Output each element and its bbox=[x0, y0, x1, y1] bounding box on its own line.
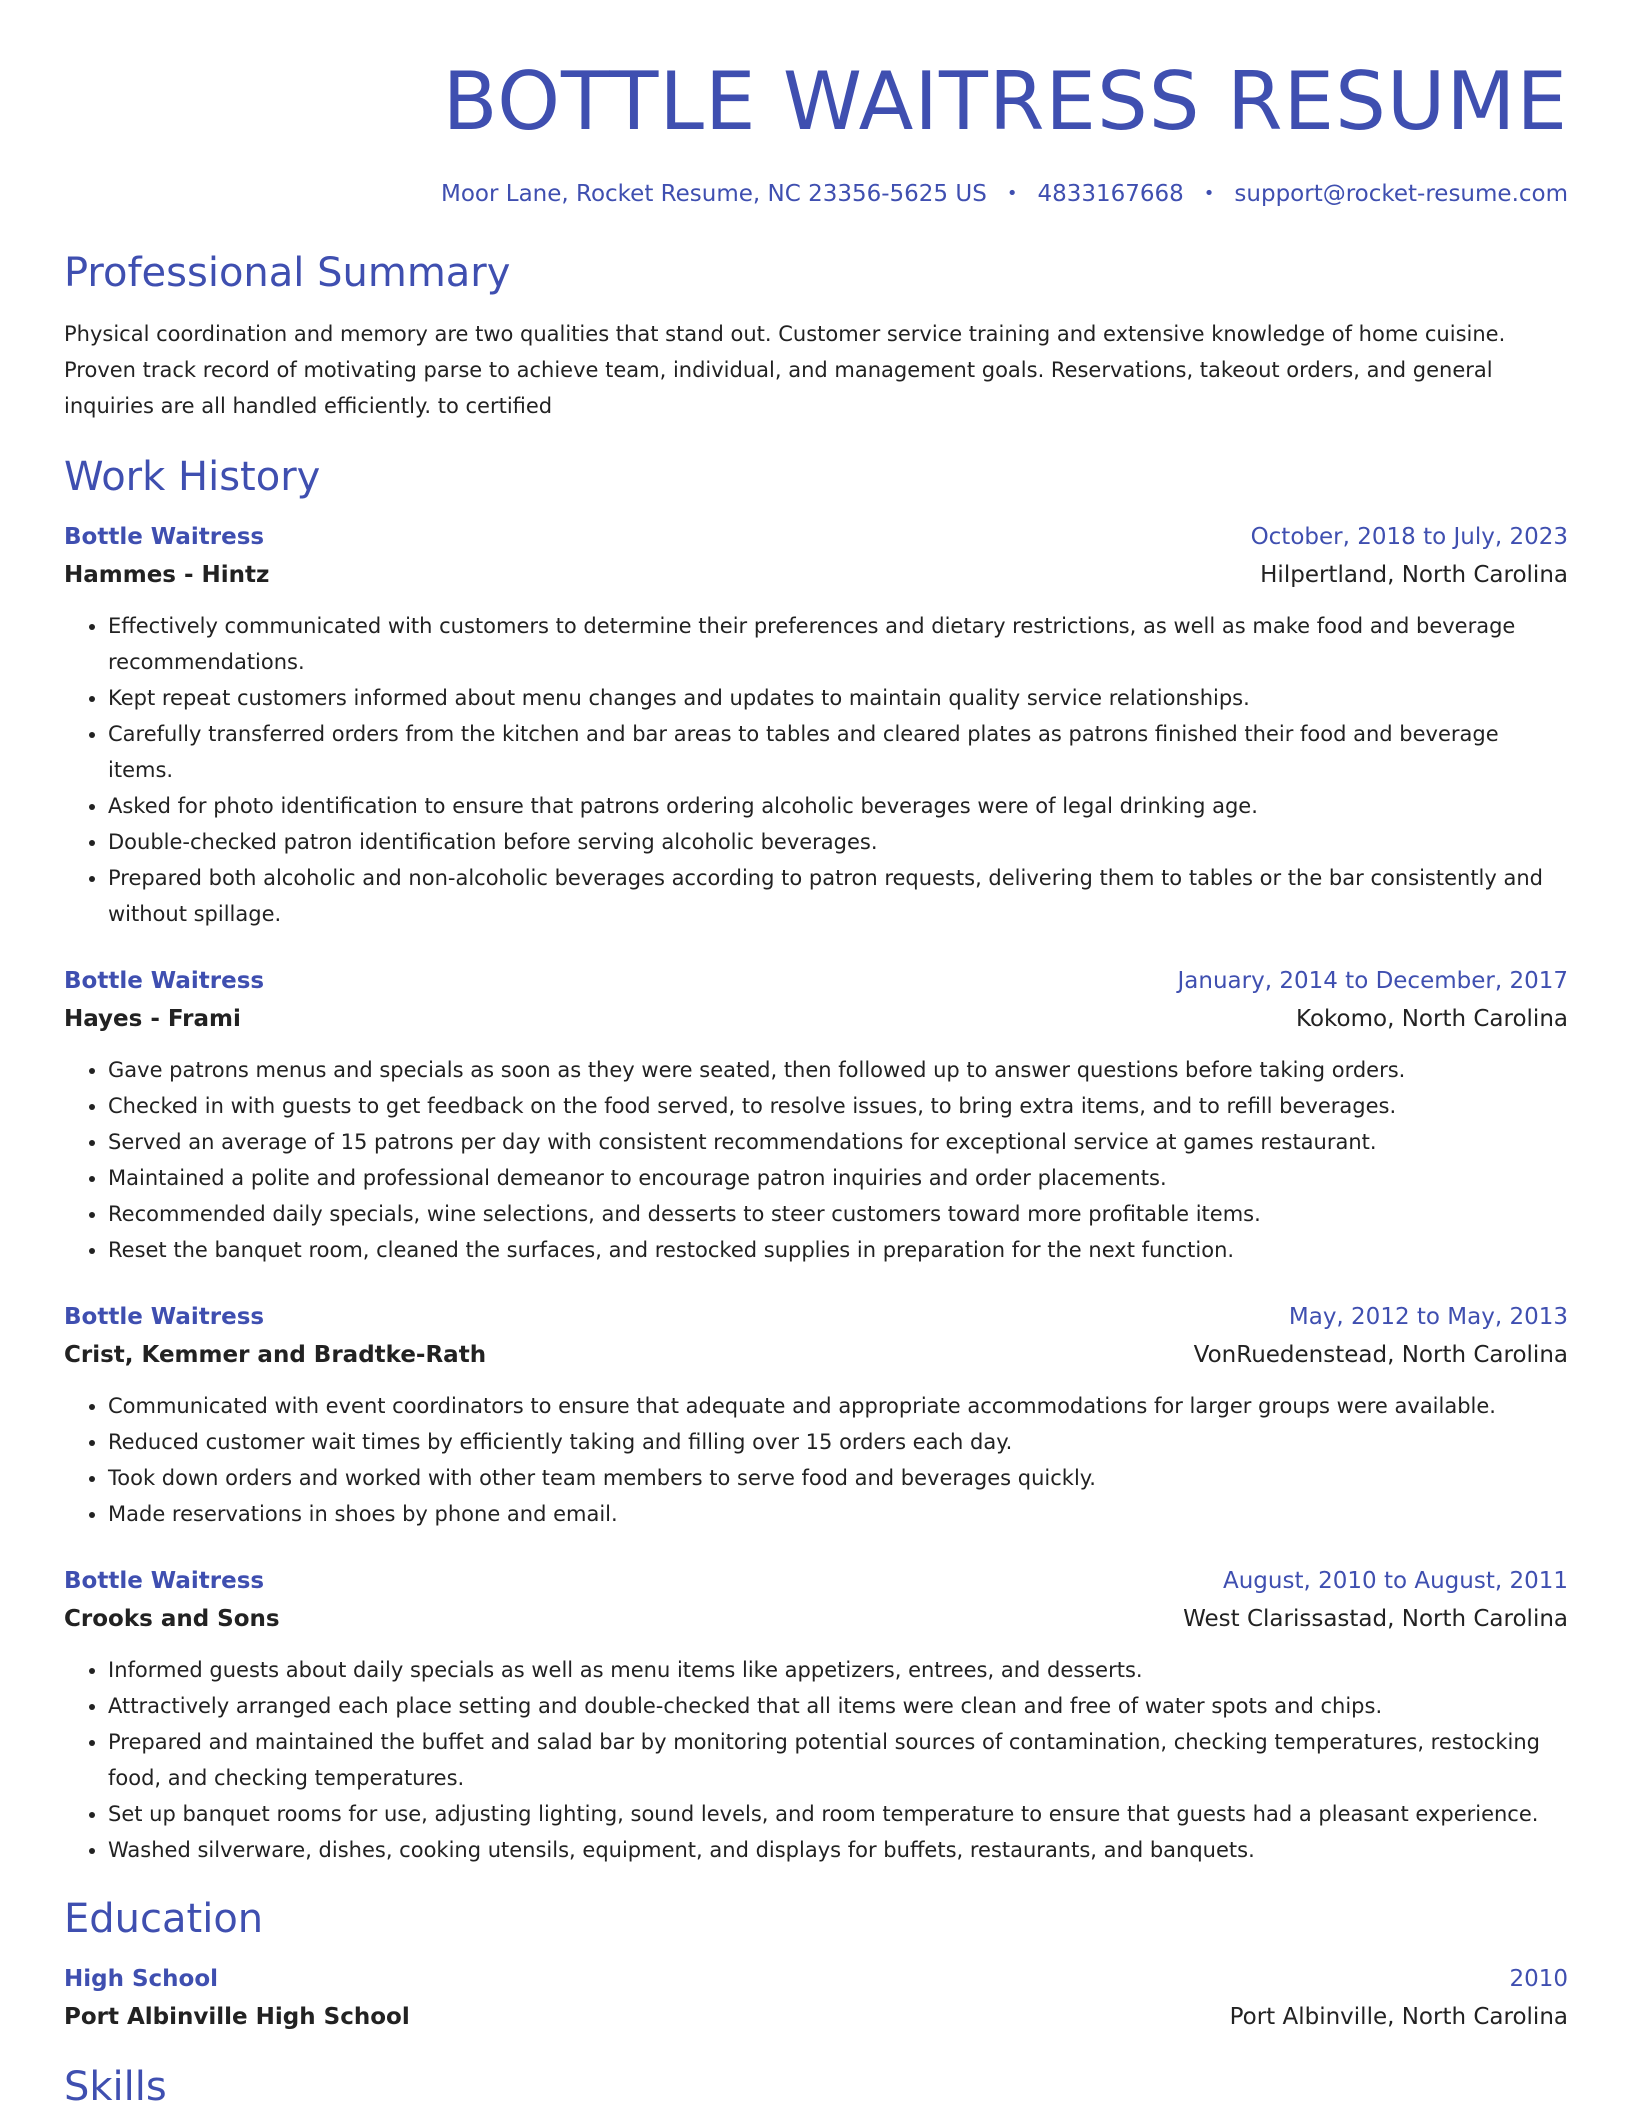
job-location: Kokomo, North Carolina bbox=[1296, 1006, 1568, 1032]
job-dates: August, 2010 to August, 2011 bbox=[1223, 1568, 1568, 1594]
job-bullet: • Reduced customer wait times by efficiently taking and filling over 15 orders each day. bbox=[108, 1424, 1568, 1460]
job-bullet: • Asked for photo identification to ensure that patrons ordering alcoholic beverages were of legal drinking age. bbox=[108, 788, 1568, 824]
job-bullet-list bbox=[64, 608, 1568, 932]
job-dates: January, 2014 to December, 2017 bbox=[1177, 968, 1568, 994]
job-entry bbox=[64, 1562, 1568, 1868]
job-role: Bottle Waitress bbox=[64, 968, 265, 994]
job-bullet: • Took down orders and worked with other team members to serve food and beverages quickly. bbox=[108, 1460, 1568, 1496]
contact-address: Moor Lane, Rocket Resume, NC 23356-5625 US bbox=[441, 181, 987, 207]
job-location: West Clarissastad, North Carolina bbox=[1183, 1606, 1568, 1632]
contact-line bbox=[64, 178, 1568, 210]
job-bullet-list bbox=[64, 1652, 1568, 1868]
job-role: Bottle Waitress bbox=[64, 1568, 265, 1594]
job-entry bbox=[64, 518, 1568, 932]
contact-phone: 4833167668 bbox=[1037, 181, 1184, 207]
bullet-separator-icon: • bbox=[1203, 183, 1215, 204]
job-bullet: • Reset the banquet room, cleaned the surfaces, and restocked supplies in preparation for the next function. bbox=[108, 1232, 1568, 1268]
job-company: Crist, Kemmer and Bradtke-Rath bbox=[64, 1342, 487, 1368]
education-year: 2010 bbox=[1509, 1966, 1568, 1992]
job-entry bbox=[64, 1298, 1568, 1532]
job-company: Crooks and Sons bbox=[64, 1606, 280, 1632]
job-bullet: • Effectively communicated with customers to determine their preferences and dietary restrictions, as well as make food and beverage recommendations. bbox=[108, 608, 1568, 680]
education-heading: Education bbox=[64, 1896, 264, 1942]
education-school: Port Albinville High School bbox=[64, 2004, 410, 2030]
job-bullet: • Washed silverware, dishes, cooking utensils, equipment, and displays for buffets, restaurants, and banquets. bbox=[108, 1832, 1568, 1868]
job-bullet: • Informed guests about daily specials as well as menu items like appetizers, entrees, and desserts. bbox=[108, 1652, 1568, 1688]
job-bullet: • Maintained a polite and professional demeanor to encourage patron inquiries and order placements. bbox=[108, 1160, 1568, 1196]
education-degree: High School bbox=[64, 1966, 219, 1992]
contact-email: support@rocket-resume.com bbox=[1234, 181, 1568, 207]
job-bullet: • Kept repeat customers informed about menu changes and updates to maintain quality service relationships. bbox=[108, 680, 1568, 716]
job-role: Bottle Waitress bbox=[64, 524, 265, 550]
job-bullet: • Gave patrons menus and specials as soon as they were seated, then followed up to answer questions before taking orders. bbox=[108, 1052, 1568, 1088]
education-entry bbox=[64, 1960, 1568, 2036]
summary-heading: Professional Summary bbox=[64, 250, 511, 296]
job-bullet: • Communicated with event coordinators to ensure that adequate and appropriate accommodations for larger groups were available. bbox=[108, 1388, 1568, 1424]
job-company: Hayes - Frami bbox=[64, 1006, 241, 1032]
job-bullet-list bbox=[64, 1388, 1568, 1532]
job-location: VonRuedenstead, North Carolina bbox=[1193, 1342, 1568, 1368]
bullet-separator-icon: • bbox=[1006, 183, 1018, 204]
job-bullet: • Set up banquet rooms for use, adjusting lighting, sound levels, and room temperature to ensure that guests had a pleasant experience. bbox=[108, 1796, 1568, 1832]
resume-title: BOTTLE WAITRESS RESUME bbox=[442, 55, 1568, 148]
education-location: Port Albinville, North Carolina bbox=[1229, 2004, 1568, 2030]
job-bullet-list bbox=[64, 1052, 1568, 1268]
job-entry bbox=[64, 962, 1568, 1268]
job-bullet: • Served an average of 15 patrons per day with consistent recommendations for exceptional service at games restaurant. bbox=[108, 1124, 1568, 1160]
skills-heading: Skills bbox=[64, 2064, 167, 2110]
job-company: Hammes - Hintz bbox=[64, 562, 270, 588]
job-bullet: • Double-checked patron identification before serving alcoholic beverages. bbox=[108, 824, 1568, 860]
job-role: Bottle Waitress bbox=[64, 1304, 265, 1330]
job-bullet: • Carefully transferred orders from the kitchen and bar areas to tables and cleared plates as patrons finished their food and beverage items. bbox=[108, 716, 1568, 788]
job-dates: May, 2012 to May, 2013 bbox=[1288, 1304, 1568, 1330]
work-history-heading: Work History bbox=[64, 454, 321, 500]
job-bullet: • Attractively arranged each place setting and double-checked that all items were clean and free of water spots and chips. bbox=[108, 1688, 1568, 1724]
job-bullet: • Prepared both alcoholic and non-alcoholic beverages according to patron requests, delivering them to tables or the bar consistently and without spillage. bbox=[108, 860, 1568, 932]
job-dates: October, 2018 to July, 2023 bbox=[1250, 524, 1568, 550]
job-bullet: • Made reservations in shoes by phone and email. bbox=[108, 1496, 1568, 1532]
job-bullet: • Checked in with guests to get feedback on the food served, to resolve issues, to bring extra items, and to refill beverages. bbox=[108, 1088, 1568, 1124]
job-bullet: • Recommended daily specials, wine selections, and desserts to steer customers toward more profitable items. bbox=[108, 1196, 1568, 1232]
job-bullet: • Prepared and maintained the buffet and salad bar by monitoring potential sources of contamination, checking temperatures, restocking food, and checking temperatures. bbox=[108, 1724, 1568, 1796]
job-location: Hilpertland, North Carolina bbox=[1260, 562, 1568, 588]
summary-text: Physical coordination and memory are two qualities that stand out. Customer service training and extensive knowledge of home cuisine. Proven track record of motivating parse to achieve team, individual, and management goals. Reservations, takeout orders, and general inquiries are all handled efficiently. to certified bbox=[64, 322, 1506, 418]
